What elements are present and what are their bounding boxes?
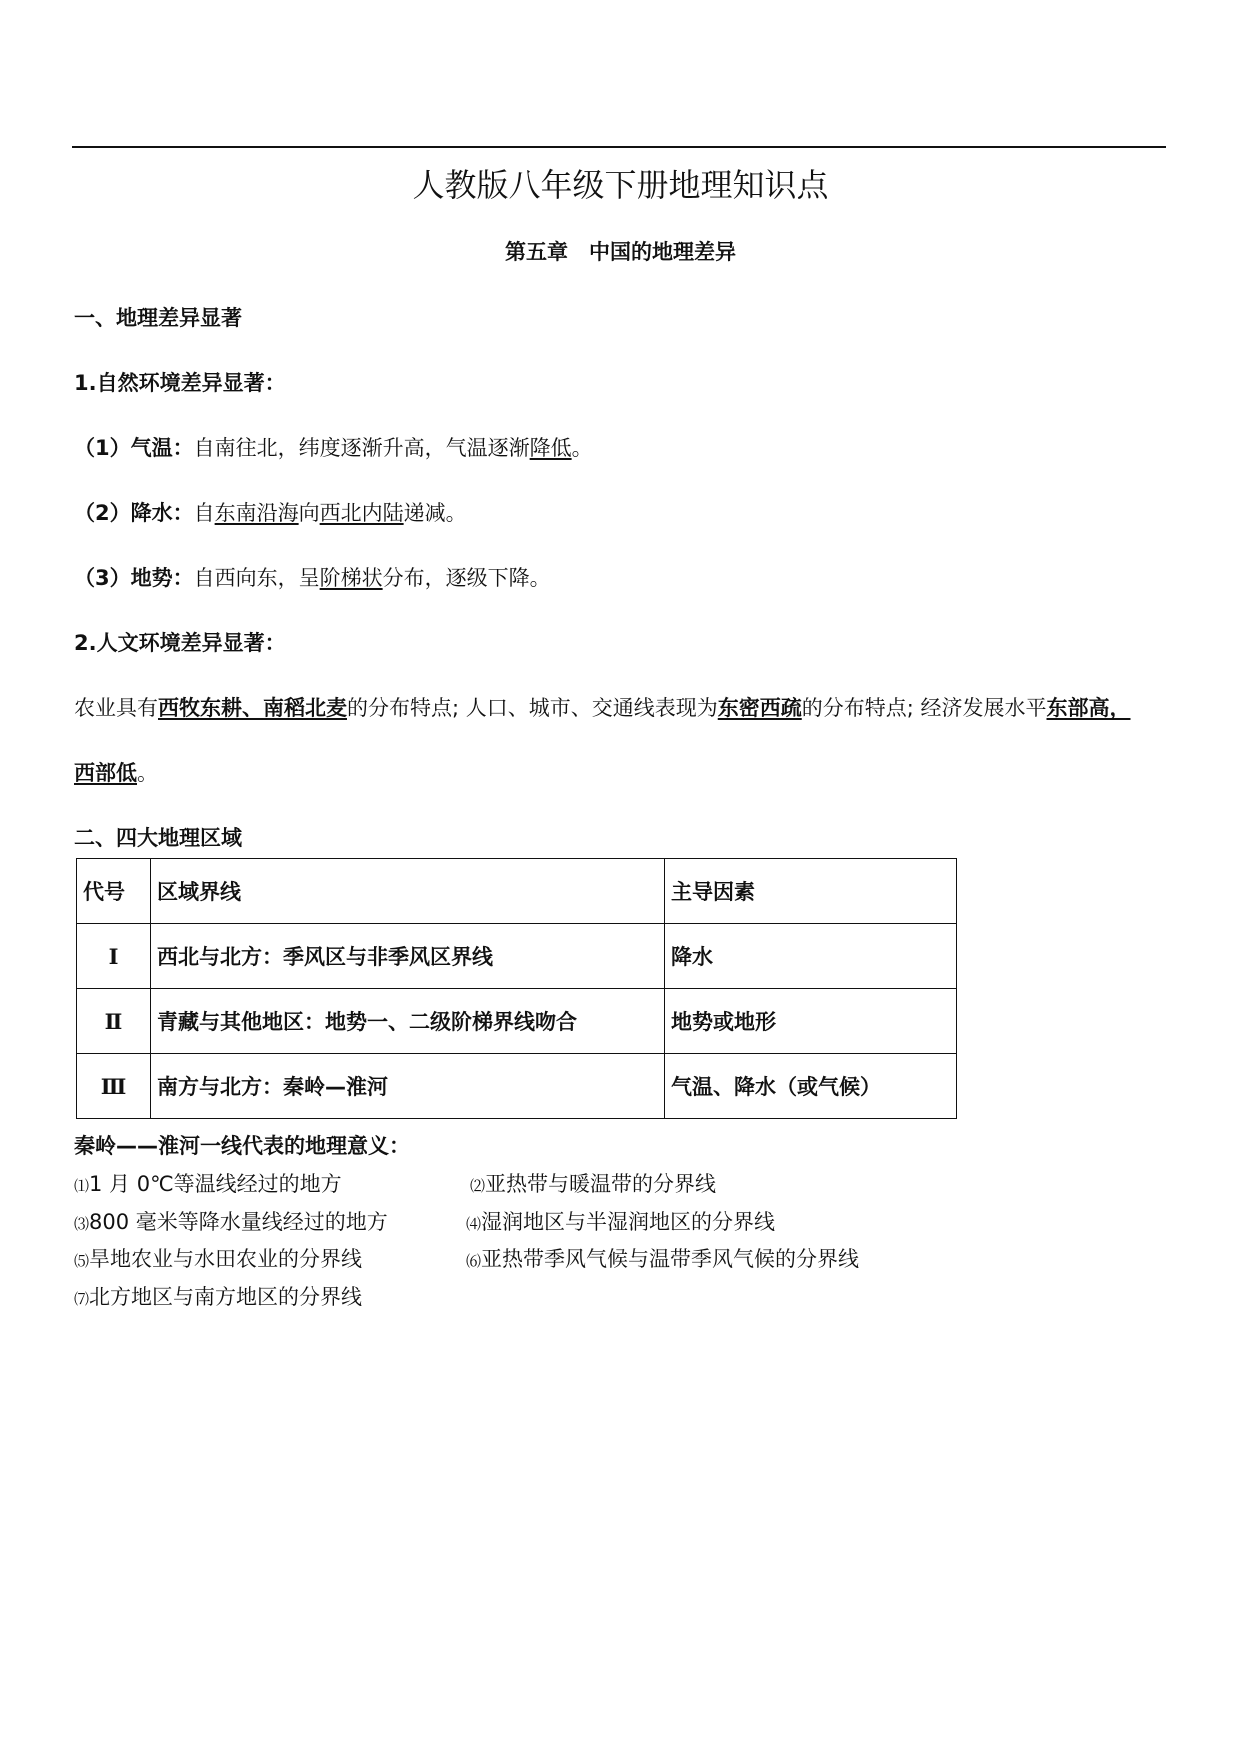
human-key-3: 东密西疏 [717,696,802,720]
region-code: Ⅰ [77,924,151,989]
region-code: Ⅲ [77,1054,151,1119]
human-key-2: 南稻北麦 [263,696,347,720]
terrain-line [74,562,551,592]
human-separator: 、 [242,696,263,720]
terrain-end: 分布，逐级下降。 [382,566,551,590]
significance-item [74,1168,342,1198]
item-text: 湿润地区与半湿润地区的分界线 [481,1210,776,1234]
precipitation-text-2: 向 [298,501,320,525]
significance-item [74,1281,362,1311]
section-heading-1: 一、地理差异显著 [74,306,242,330]
terrain-text: 自西向东，呈 [193,566,320,590]
region-factor: 降水 [665,924,957,989]
section-heading-2: 二、四大地理区域 [74,826,242,850]
item-number: ⑵ [470,1177,486,1195]
table-row [77,924,957,989]
significance-item [470,1168,716,1198]
human-text-1: 农业具有 [74,696,158,720]
precipitation-key-2: 西北内陆 [319,501,404,525]
item-text: 北方地区与南方地区的分界线 [89,1285,363,1309]
precipitation-label: （2）降水： [74,501,194,525]
chapter-heading: 第五章 中国的地理差异 [505,240,736,264]
subheading-human: 2.人文环境差异显著： [74,631,286,655]
region-factor: 地势或地形 [665,989,957,1054]
item-number: ⑴ [74,1177,90,1195]
document-title: 人教版八年级下册地理知识点 [412,166,829,204]
precipitation-end: 递减。 [403,501,467,525]
item-text: 800 毫米等降水量线经过的地方 [89,1210,388,1234]
item-number: ⑺ [74,1290,90,1308]
table-row [77,1054,957,1119]
table-header-row [77,859,957,924]
header-factor: 主导因素 [665,859,957,924]
region-boundary: 西北与北方：季风区与非季风区界线 [151,924,665,989]
item-number: ⑹ [466,1252,482,1270]
precipitation-text: 自 [193,501,215,525]
table-row [77,989,957,1054]
human-text-2: 的分布特点; 人口、城市、交通线表现为 [347,696,718,720]
item-text: 旱地农业与水田农业的分界线 [89,1247,363,1271]
region-factor: 气温、降水（或气候） [665,1054,957,1119]
human-end: 。 [137,761,158,785]
item-text: 1 月 0℃等温线经过的地方 [89,1172,342,1196]
significance-item [466,1206,775,1236]
regions-table [76,858,957,1119]
item-text: 亚热带季风气候与温带季风气候的分界线 [481,1247,860,1271]
terrain-label: （3）地势： [74,566,194,590]
human-key-1: 西牧东耕 [158,696,242,720]
human-key-4: 东部高， [1046,696,1131,720]
human-key-5: 西部低 [74,761,137,785]
item-number: ⑶ [74,1215,90,1233]
item-number: ⑸ [74,1252,90,1270]
header-rule [72,146,1166,148]
temperature-key: 降低 [529,436,572,460]
temperature-label: （1）气温： [74,436,194,460]
temperature-text: 自南往北，纬度逐渐升高，气温逐渐 [193,436,530,460]
precipitation-line [74,497,467,527]
item-text: 亚热带与暖温带的分界线 [485,1172,717,1196]
terrain-key: 阶梯状 [319,566,383,590]
header-boundary: 区域界线 [151,859,665,924]
subheading-natural: 1.自然环境差异显著： [74,371,286,395]
temperature-line [74,432,593,462]
temperature-end: 。 [571,436,593,460]
header-code: 代号 [77,859,151,924]
significance-heading: 秦岭——淮河一线代表的地理意义： [74,1134,410,1158]
precipitation-key-1: 东南沿海 [214,501,299,525]
region-boundary: 南方与北方：秦岭—淮河 [151,1054,665,1119]
human-environment-line [74,692,1131,722]
significance-item [74,1206,388,1236]
human-environment-line-2 [74,757,158,787]
item-number: ⑷ [466,1215,482,1233]
significance-item [466,1243,859,1273]
region-boundary: 青藏与其他地区：地势一、二级阶梯界线吻合 [151,989,665,1054]
region-code: Ⅱ [77,989,151,1054]
human-text-3: 的分布特点; 经济发展水平 [801,696,1047,720]
significance-item [74,1243,362,1273]
